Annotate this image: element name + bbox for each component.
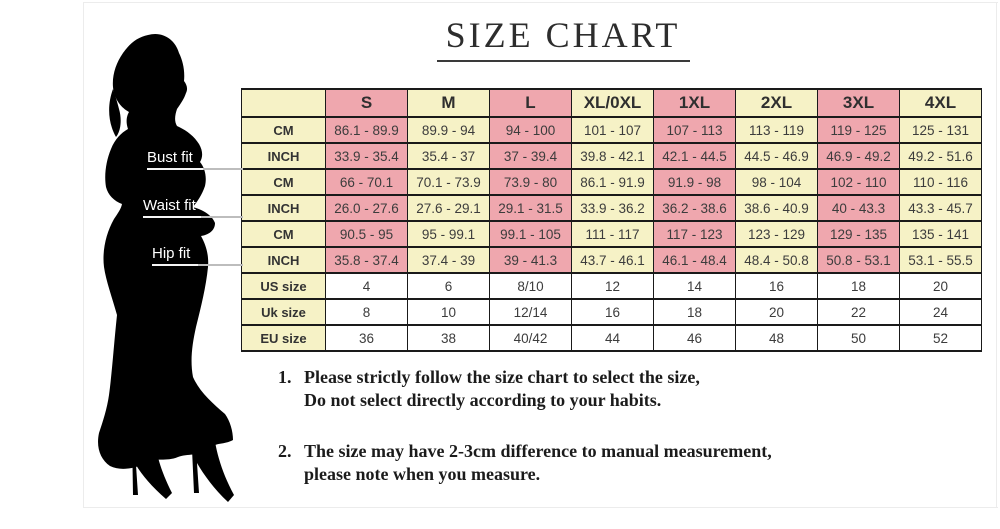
note-number: 2.	[278, 441, 292, 462]
size-header-cell: 2XL	[736, 89, 818, 117]
note-number: 1.	[278, 367, 292, 387]
size-chart-table-head	[242, 89, 982, 117]
value-cell: 42.1 - 44.5	[654, 143, 736, 169]
corner-cell	[242, 89, 326, 117]
bust-fit-callout	[147, 150, 243, 170]
value-cell: 125 - 131	[900, 117, 982, 143]
value-cell: 102 - 110	[818, 169, 900, 195]
bust-fit-label: Bust fit	[147, 149, 193, 166]
value-cell: 117 - 123	[654, 221, 736, 247]
value-cell: 33.9 - 35.4	[326, 143, 408, 169]
note-line: The size may have 2-3cm difference to manual measurement,	[304, 441, 772, 462]
row-label-cell: Uk size	[242, 299, 326, 325]
table-row	[242, 117, 982, 143]
value-cell: 52	[900, 325, 982, 351]
value-cell: 16	[736, 273, 818, 299]
value-cell: 94 - 100	[490, 117, 572, 143]
value-cell: 46.9 - 49.2	[818, 143, 900, 169]
value-cell: 26.0 - 27.6	[326, 195, 408, 221]
woman-silhouette-icon	[78, 25, 258, 510]
value-cell: 40/42	[490, 325, 572, 351]
value-cell: 8	[326, 299, 408, 325]
value-cell: 135 - 141	[900, 221, 982, 247]
value-cell: 36.2 - 38.6	[654, 195, 736, 221]
value-cell: 48	[736, 325, 818, 351]
value-cell: 39.8 - 42.1	[572, 143, 654, 169]
value-cell: 44.5 - 46.9	[736, 143, 818, 169]
value-cell: 43.7 - 46.1	[572, 247, 654, 273]
value-cell: 8/10	[490, 273, 572, 299]
size-header-cell: 3XL	[818, 89, 900, 117]
hip-fit-callout	[152, 246, 243, 266]
card-border-top	[83, 2, 998, 3]
value-cell: 14	[654, 273, 736, 299]
value-cell: 18	[654, 299, 736, 325]
value-cell: 70.1 - 73.9	[408, 169, 490, 195]
value-cell: 48.4 - 50.8	[736, 247, 818, 273]
value-cell: 12	[572, 273, 654, 299]
table-row	[242, 325, 982, 351]
value-cell: 22	[818, 299, 900, 325]
row-label-cell: EU size	[242, 325, 326, 351]
value-cell: 37 - 39.4	[490, 143, 572, 169]
page-title: SIZE CHART	[445, 15, 681, 55]
value-cell: 91.9 - 98	[654, 169, 736, 195]
row-label-cell: CM	[242, 221, 326, 247]
table-row	[242, 169, 982, 195]
value-cell: 110 - 116	[900, 169, 982, 195]
value-cell: 43.3 - 45.7	[900, 195, 982, 221]
size-header-row	[242, 89, 982, 117]
value-cell: 16	[572, 299, 654, 325]
table-row	[242, 221, 982, 247]
notes-section	[278, 366, 838, 514]
card-border-right	[996, 2, 997, 508]
note-text	[304, 366, 838, 412]
row-label-cell: INCH	[242, 195, 326, 221]
value-cell: 10	[408, 299, 490, 325]
bust-fit-line	[147, 168, 243, 170]
value-cell: 95 - 99.1	[408, 221, 490, 247]
table-row	[242, 195, 982, 221]
value-cell: 29.1 - 31.5	[490, 195, 572, 221]
note-text	[304, 440, 838, 486]
value-cell: 24	[900, 299, 982, 325]
size-header-cell: 4XL	[900, 89, 982, 117]
note-line: Do not select directly according to your habits.	[304, 390, 662, 411]
hip-fit-label: Hip fit	[152, 245, 191, 262]
size-header-cell: M	[408, 89, 490, 117]
waist-fit-callout	[143, 198, 243, 218]
value-cell: 113 - 119	[736, 117, 818, 143]
value-cell: 6	[408, 273, 490, 299]
note-item-1	[278, 366, 838, 412]
row-label-cell: US size	[242, 273, 326, 299]
value-cell: 66 - 70.1	[326, 169, 408, 195]
waist-fit-label: Waist fit	[143, 197, 196, 214]
value-cell: 38.6 - 40.9	[736, 195, 818, 221]
value-cell: 20	[736, 299, 818, 325]
value-cell: 119 - 125	[818, 117, 900, 143]
value-cell: 123 - 129	[736, 221, 818, 247]
row-label-cell: CM	[242, 169, 326, 195]
note-line: Please strictly follow the size chart to select the size,	[304, 367, 700, 387]
value-cell: 50	[818, 325, 900, 351]
value-cell: 107 - 113	[654, 117, 736, 143]
size-header-cell: 1XL	[654, 89, 736, 117]
size-chart-table	[241, 88, 982, 352]
value-cell: 46	[654, 325, 736, 351]
value-cell: 101 - 107	[572, 117, 654, 143]
table-row	[242, 247, 982, 273]
value-cell: 38	[408, 325, 490, 351]
table-row	[242, 299, 982, 325]
value-cell: 99.1 - 105	[490, 221, 572, 247]
value-cell: 86.1 - 89.9	[326, 117, 408, 143]
row-label-cell: INCH	[242, 247, 326, 273]
value-cell: 44	[572, 325, 654, 351]
value-cell: 39 - 41.3	[490, 247, 572, 273]
value-cell: 89.9 - 94	[408, 117, 490, 143]
value-cell: 36	[326, 325, 408, 351]
hip-fit-line	[152, 264, 243, 266]
value-cell: 49.2 - 51.6	[900, 143, 982, 169]
row-label-cell: INCH	[242, 143, 326, 169]
waist-fit-line	[143, 216, 243, 218]
table-row	[242, 273, 982, 299]
value-cell: 12/14	[490, 299, 572, 325]
value-cell: 40 - 43.3	[818, 195, 900, 221]
size-chart-table-body	[242, 117, 982, 351]
table-row	[242, 143, 982, 169]
value-cell: 73.9 - 80	[490, 169, 572, 195]
value-cell: 46.1 - 48.4	[654, 247, 736, 273]
value-cell: 4	[326, 273, 408, 299]
value-cell: 35.4 - 37	[408, 143, 490, 169]
row-label-cell: CM	[242, 117, 326, 143]
value-cell: 37.4 - 39	[408, 247, 490, 273]
value-cell: 86.1 - 91.9	[572, 169, 654, 195]
value-cell: 50.8 - 53.1	[818, 247, 900, 273]
size-header-cell: XL/0XL	[572, 89, 654, 117]
size-header-cell: L	[490, 89, 572, 117]
note-item-2	[278, 440, 838, 486]
value-cell: 27.6 - 29.1	[408, 195, 490, 221]
value-cell: 129 - 135	[818, 221, 900, 247]
value-cell: 98 - 104	[736, 169, 818, 195]
size-header-cell: S	[326, 89, 408, 117]
value-cell: 33.9 - 36.2	[572, 195, 654, 221]
title-underline	[437, 60, 690, 62]
value-cell: 20	[900, 273, 982, 299]
value-cell: 35.8 - 37.4	[326, 247, 408, 273]
value-cell: 111 - 117	[572, 221, 654, 247]
note-line: please note when you measure.	[304, 464, 541, 485]
value-cell: 53.1 - 55.5	[900, 247, 982, 273]
value-cell: 18	[818, 273, 900, 299]
value-cell: 90.5 - 95	[326, 221, 408, 247]
